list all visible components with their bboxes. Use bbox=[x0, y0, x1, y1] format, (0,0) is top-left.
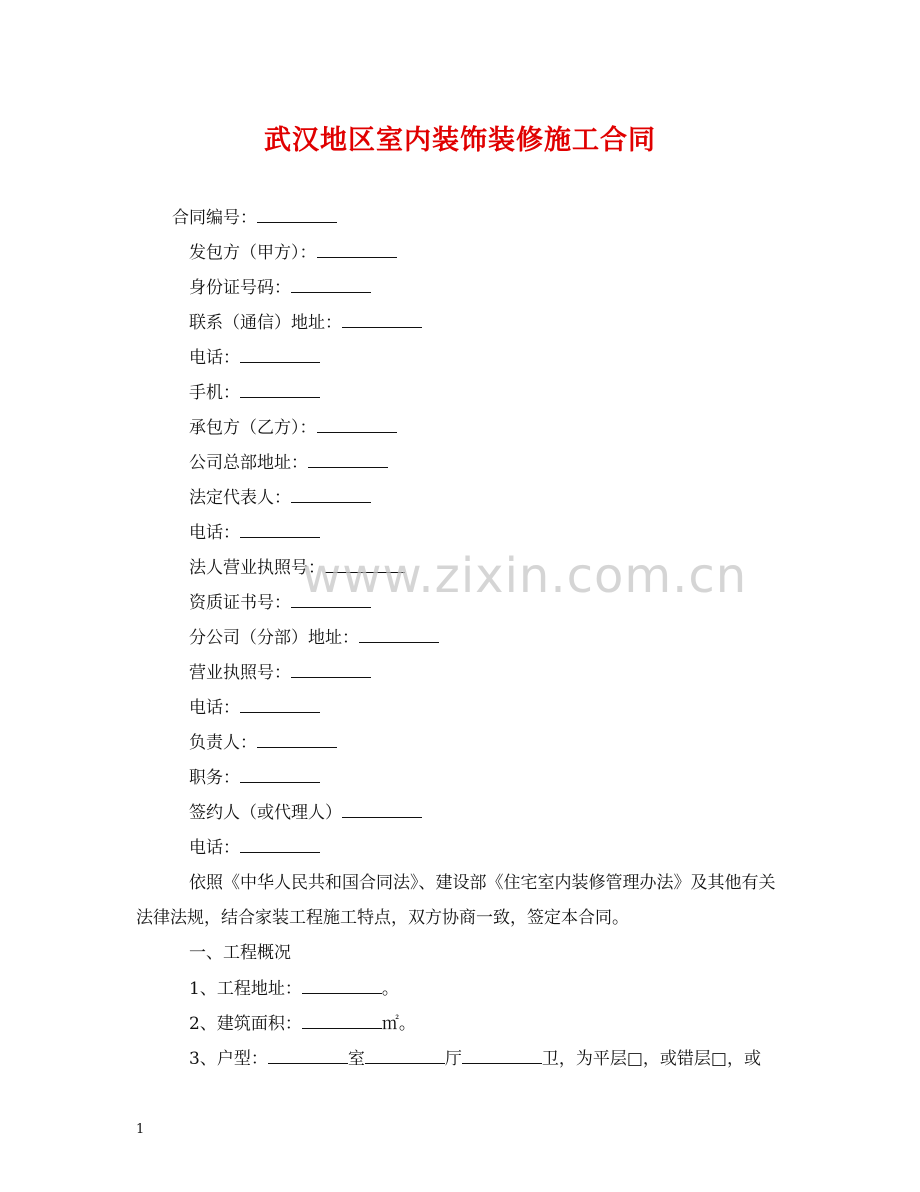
item-building-area bbox=[189, 1012, 416, 1035]
field-signatory bbox=[189, 801, 422, 824]
item-suffix: 。 bbox=[381, 979, 399, 999]
field-label: 电话： bbox=[189, 698, 240, 718]
blank-line bbox=[308, 451, 388, 468]
field-phone-a bbox=[189, 346, 320, 369]
blank-line bbox=[240, 346, 320, 363]
blank-line bbox=[317, 416, 397, 433]
field-phone-signatory bbox=[189, 836, 320, 859]
field-legal-rep bbox=[189, 486, 371, 509]
item-house-type bbox=[189, 1047, 761, 1070]
field-mobile bbox=[189, 381, 320, 404]
field-contact-address bbox=[189, 311, 422, 334]
field-label: 电话： bbox=[189, 523, 240, 543]
document-title: 武汉地区室内装饰装修施工合同 bbox=[264, 125, 656, 156]
field-label: 承包方（乙方）： bbox=[189, 418, 317, 438]
blank-line bbox=[240, 381, 320, 398]
field-contract-number bbox=[172, 206, 337, 229]
blank-line bbox=[240, 836, 320, 853]
blank-line bbox=[302, 1012, 382, 1029]
field-label: 营业执照号： bbox=[189, 663, 291, 683]
field-label: 合同编号： bbox=[172, 208, 257, 228]
blank-line bbox=[240, 766, 320, 783]
room-word: 室 bbox=[347, 1049, 365, 1069]
blank-line bbox=[317, 241, 397, 258]
field-person-in-charge bbox=[189, 731, 337, 754]
field-branch-address bbox=[189, 626, 439, 649]
blank-line bbox=[462, 1047, 542, 1064]
section-heading: 一、工程概况 bbox=[189, 943, 291, 963]
blank-line bbox=[302, 977, 382, 994]
blank-line bbox=[268, 1047, 348, 1064]
item-project-address bbox=[189, 977, 399, 1000]
blank-line bbox=[291, 276, 371, 293]
field-label: 资质证书号： bbox=[189, 593, 291, 613]
field-label: 联系（通信）地址： bbox=[189, 313, 342, 333]
field-label: 发包方（甲方）： bbox=[189, 243, 317, 263]
blank-line bbox=[257, 731, 337, 748]
field-id-number bbox=[189, 276, 371, 299]
field-label: 负责人： bbox=[189, 733, 257, 753]
field-label: 公司总部地址： bbox=[189, 453, 308, 473]
field-label: 签约人（或代理人） bbox=[189, 803, 342, 823]
blank-line bbox=[291, 486, 371, 503]
field-label: 分公司（分部）地址： bbox=[189, 628, 359, 648]
field-label: 电话： bbox=[189, 348, 240, 368]
field-label: 法人营业执照号： bbox=[189, 558, 325, 578]
field-label: 手机： bbox=[189, 383, 240, 403]
blank-line bbox=[359, 626, 439, 643]
blank-line bbox=[291, 661, 371, 678]
blank-line bbox=[240, 521, 320, 538]
item-label: 1、工程地址： bbox=[189, 979, 302, 999]
field-label: 电话： bbox=[189, 838, 240, 858]
watermark: www.zixin.com.cn bbox=[302, 548, 748, 604]
field-phone-branch bbox=[189, 696, 320, 719]
blank-line bbox=[240, 696, 320, 713]
blank-line bbox=[257, 206, 337, 223]
blank-line bbox=[365, 1047, 445, 1064]
item-label: 3、户型： bbox=[189, 1049, 268, 1069]
field-branch-license bbox=[189, 661, 371, 684]
field-label: 法定代表人： bbox=[189, 488, 291, 508]
item-label: 2、建筑面积： bbox=[189, 1014, 302, 1034]
field-party-b bbox=[189, 416, 397, 439]
intro-paragraph: 依照《中华人民共和国合同法》、建设部《住宅室内装修管理办法》及其他有关法律法规，结合家装工程施工特点，双方协商一致，签定本合同。 bbox=[136, 873, 776, 928]
blank-line bbox=[342, 311, 422, 328]
field-phone-b bbox=[189, 521, 320, 544]
blank-line bbox=[342, 801, 422, 818]
page-number: 1 bbox=[136, 1122, 145, 1137]
item-suffix: ㎡。 bbox=[381, 1014, 416, 1034]
field-position bbox=[189, 766, 320, 789]
field-hq-address bbox=[189, 451, 388, 474]
bath-word: 卫，为平层□，或错层□，或 bbox=[541, 1049, 761, 1069]
field-label: 职务： bbox=[189, 768, 240, 788]
hall-word: 厅 bbox=[444, 1049, 462, 1069]
field-label: 身份证号码： bbox=[189, 278, 291, 298]
field-party-a bbox=[189, 241, 397, 264]
